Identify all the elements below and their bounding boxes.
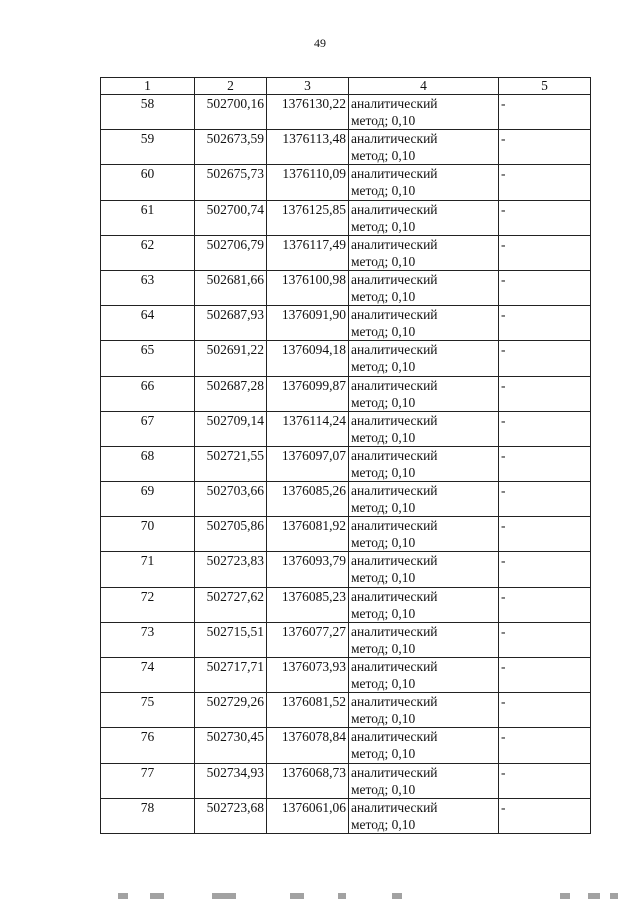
coordinate-x: 502723,68 (195, 798, 267, 833)
method-accuracy: метод; 0,10 (351, 253, 416, 269)
point-number: 66 (101, 376, 195, 411)
point-number: 74 (101, 658, 195, 693)
column-header-5: 5 (499, 78, 591, 95)
table-header-row (101, 78, 591, 95)
method-name: аналитический (351, 307, 438, 323)
method-cell (349, 658, 499, 693)
method-accuracy: метод; 0,10 (351, 183, 416, 199)
method-accuracy: метод; 0,10 (351, 640, 416, 656)
coordinate-y: 1376097,07 (267, 446, 349, 481)
method-name: аналитический (351, 518, 438, 534)
method-name: аналитический (351, 131, 438, 147)
coordinate-y: 1376094,18 (267, 341, 349, 376)
method-accuracy: метод; 0,10 (351, 781, 416, 797)
table-row (101, 411, 591, 446)
method-name: аналитический (351, 659, 438, 674)
method-cell (349, 95, 499, 130)
point-number: 68 (101, 446, 195, 481)
method-accuracy: метод; 0,10 (351, 746, 416, 762)
table-row (101, 763, 591, 798)
coordinate-y: 1376077,27 (267, 622, 349, 657)
note-cell: - (499, 95, 591, 130)
method-cell (349, 165, 499, 200)
method-name: аналитический (351, 694, 438, 710)
coordinate-x: 502703,66 (195, 482, 267, 517)
point-number: 73 (101, 622, 195, 657)
method-cell (349, 728, 499, 763)
method-cell (349, 622, 499, 657)
coordinates-table (100, 77, 591, 834)
coordinate-y: 1376085,26 (267, 482, 349, 517)
method-cell (349, 376, 499, 411)
method-accuracy: метод; 0,10 (351, 535, 416, 551)
method-name: аналитический (351, 236, 438, 252)
point-number: 76 (101, 728, 195, 763)
point-number: 58 (101, 95, 195, 130)
table-row (101, 798, 591, 833)
point-number: 71 (101, 552, 195, 587)
coordinate-y: 1376073,93 (267, 658, 349, 693)
table-row (101, 341, 591, 376)
note-cell: - (499, 411, 591, 446)
coordinate-y: 1376113,48 (267, 130, 349, 165)
note-cell: - (499, 200, 591, 235)
coordinate-y: 1376099,87 (267, 376, 349, 411)
column-header-3: 3 (267, 78, 349, 95)
method-cell (349, 235, 499, 270)
note-cell: - (499, 235, 591, 270)
point-number: 69 (101, 482, 195, 517)
coordinate-x: 502691,22 (195, 341, 267, 376)
method-name: аналитический (351, 412, 438, 428)
note-cell: - (499, 482, 591, 517)
point-number: 61 (101, 200, 195, 235)
method-accuracy: метод; 0,10 (351, 570, 416, 586)
coordinate-x: 502700,16 (195, 95, 267, 130)
method-cell (349, 411, 499, 446)
coordinate-x: 502734,93 (195, 763, 267, 798)
coordinate-y: 1376114,24 (267, 411, 349, 446)
coordinate-x: 502730,45 (195, 728, 267, 763)
note-cell: - (499, 693, 591, 728)
method-accuracy: метод; 0,10 (351, 288, 416, 304)
note-cell: - (499, 552, 591, 587)
method-name: аналитический (351, 342, 438, 358)
point-number: 70 (101, 517, 195, 552)
note-cell: - (499, 270, 591, 305)
method-accuracy: метод; 0,10 (351, 324, 416, 340)
coordinate-y: 1376125,85 (267, 200, 349, 235)
note-cell: - (499, 341, 591, 376)
coordinate-y: 1376130,22 (267, 95, 349, 130)
method-accuracy: метод; 0,10 (351, 429, 416, 445)
method-accuracy: метод; 0,10 (351, 218, 416, 234)
point-number: 60 (101, 165, 195, 200)
method-accuracy: метод; 0,10 (351, 113, 416, 128)
column-header-1: 1 (101, 78, 195, 95)
table-row (101, 235, 591, 270)
method-cell (349, 798, 499, 833)
method-accuracy: метод; 0,10 (351, 500, 416, 516)
table-row (101, 658, 591, 693)
coordinate-x: 502729,26 (195, 693, 267, 728)
method-accuracy: метод; 0,10 (351, 676, 416, 691)
table-row (101, 95, 591, 130)
table-row (101, 517, 591, 552)
coordinate-y: 1376061,06 (267, 798, 349, 833)
coordinate-x: 502700,74 (195, 200, 267, 235)
method-cell (349, 587, 499, 622)
note-cell: - (499, 165, 591, 200)
method-name: аналитический (351, 623, 438, 639)
coordinate-y: 1376117,49 (267, 235, 349, 270)
method-accuracy: метод; 0,10 (351, 464, 416, 480)
coordinate-y: 1376085,23 (267, 587, 349, 622)
method-cell (349, 446, 499, 481)
coordinate-x: 502681,66 (195, 270, 267, 305)
note-cell: - (499, 798, 591, 833)
method-name: аналитический (351, 271, 438, 287)
method-name: аналитический (351, 166, 438, 182)
table-row (101, 270, 591, 305)
point-number: 64 (101, 306, 195, 341)
column-header-2: 2 (195, 78, 267, 95)
coordinate-x: 502715,51 (195, 622, 267, 657)
coordinate-x: 502723,83 (195, 552, 267, 587)
table-row (101, 130, 591, 165)
method-name: аналитический (351, 588, 438, 604)
note-cell: - (499, 622, 591, 657)
coordinate-y: 1376081,92 (267, 517, 349, 552)
coordinate-y: 1376093,79 (267, 552, 349, 587)
point-number: 62 (101, 235, 195, 270)
point-number: 72 (101, 587, 195, 622)
method-accuracy: метод; 0,10 (351, 394, 416, 410)
method-accuracy: метод; 0,10 (351, 148, 416, 164)
point-number: 59 (101, 130, 195, 165)
point-number: 77 (101, 763, 195, 798)
table-row (101, 306, 591, 341)
coordinate-x: 502709,14 (195, 411, 267, 446)
column-header-4: 4 (349, 78, 499, 95)
method-cell (349, 270, 499, 305)
coordinate-x: 502706,79 (195, 235, 267, 270)
point-number: 78 (101, 798, 195, 833)
coordinate-x: 502717,71 (195, 658, 267, 693)
table-row (101, 622, 591, 657)
method-cell (349, 306, 499, 341)
table-row (101, 552, 591, 587)
table-row (101, 693, 591, 728)
coordinate-x: 502721,55 (195, 446, 267, 481)
method-name: аналитический (351, 483, 438, 499)
point-number: 63 (101, 270, 195, 305)
table-row (101, 376, 591, 411)
note-cell: - (499, 763, 591, 798)
coordinate-y: 1376091,90 (267, 306, 349, 341)
method-cell (349, 693, 499, 728)
note-cell: - (499, 587, 591, 622)
coordinate-x: 502687,93 (195, 306, 267, 341)
method-accuracy: метод; 0,10 (351, 359, 416, 375)
table-row (101, 165, 591, 200)
point-number: 65 (101, 341, 195, 376)
coordinate-x: 502705,86 (195, 517, 267, 552)
method-name: аналитический (351, 447, 438, 463)
method-accuracy: метод; 0,10 (351, 711, 416, 727)
coordinate-y: 1376068,73 (267, 763, 349, 798)
method-cell (349, 130, 499, 165)
method-name: аналитический (351, 764, 438, 780)
coordinate-y: 1376081,52 (267, 693, 349, 728)
table-row (101, 200, 591, 235)
note-cell: - (499, 517, 591, 552)
table-row (101, 482, 591, 517)
note-cell: - (499, 376, 591, 411)
note-cell: - (499, 658, 591, 693)
note-cell: - (499, 446, 591, 481)
method-cell (349, 200, 499, 235)
table-row (101, 446, 591, 481)
coordinate-x: 502727,62 (195, 587, 267, 622)
method-name: аналитический (351, 377, 438, 393)
coordinate-x: 502687,28 (195, 376, 267, 411)
coordinate-x: 502673,59 (195, 130, 267, 165)
point-number: 67 (101, 411, 195, 446)
method-cell (349, 763, 499, 798)
method-name: аналитический (351, 201, 438, 217)
table-body (101, 95, 591, 834)
method-name: аналитический (351, 729, 438, 745)
method-cell (349, 517, 499, 552)
page-number: 49 (314, 36, 326, 50)
table-row (101, 728, 591, 763)
coordinate-y: 1376110,09 (267, 165, 349, 200)
point-number: 75 (101, 693, 195, 728)
coordinate-x: 502675,73 (195, 165, 267, 200)
method-name: аналитический (351, 96, 438, 111)
method-cell (349, 341, 499, 376)
note-cell: - (499, 306, 591, 341)
scan-bottom-edge-artifacts (100, 893, 620, 903)
method-cell (349, 552, 499, 587)
table-row (101, 587, 591, 622)
method-name: аналитический (351, 553, 438, 569)
coordinate-y: 1376078,84 (267, 728, 349, 763)
method-accuracy: метод; 0,10 (351, 816, 416, 832)
method-name: аналитический (351, 799, 438, 815)
method-accuracy: метод; 0,10 (351, 605, 416, 621)
method-cell (349, 482, 499, 517)
coordinate-y: 1376100,98 (267, 270, 349, 305)
note-cell: - (499, 728, 591, 763)
note-cell: - (499, 130, 591, 165)
